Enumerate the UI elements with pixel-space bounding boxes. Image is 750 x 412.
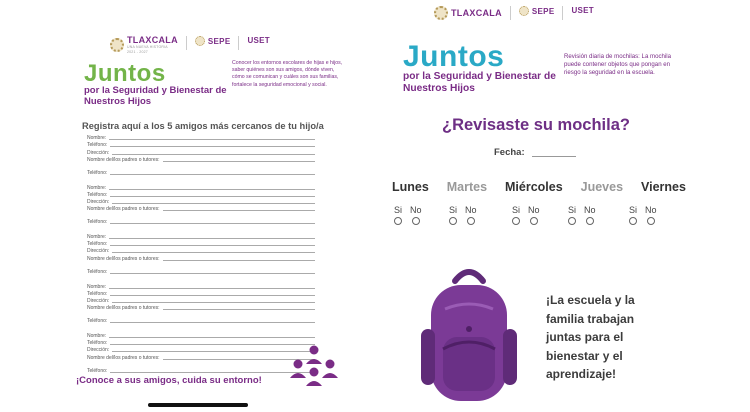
option-label: No [584, 205, 596, 215]
uset-logo [571, 6, 594, 15]
no-option [410, 205, 422, 225]
form-field-label: Nombre del/los padres o tutores: [87, 255, 160, 262]
yes-option [394, 205, 402, 225]
closing-slogan: ¡La escuela y la familia trabajan juntas para el bienestar y el aprendizaje! [546, 293, 635, 381]
form-field-line [110, 372, 315, 373]
option-label: No [645, 205, 657, 215]
form-field-direccion[interactable] [87, 148, 315, 155]
radio-circle[interactable] [512, 217, 520, 225]
backpack-icon [421, 267, 517, 407]
tlaxcala-seal-icon [434, 6, 448, 20]
yes-option [449, 205, 457, 225]
no-option [465, 205, 477, 225]
uset-logo-name: USET [247, 36, 270, 45]
radio-circle[interactable] [629, 217, 637, 225]
tlaxcala-logo [434, 6, 502, 20]
form-field-line [112, 252, 315, 253]
radio-circle[interactable] [586, 217, 594, 225]
form-field-label: Nombre: [87, 135, 107, 142]
tlaxcala-logo-tagline: UNA NUEVA HISTORIA [127, 45, 168, 49]
page-footer-slogan: ¡Conoce a sus amigos, cuida su entorno! [76, 375, 262, 386]
form-field-label: Nombre del/los padres o tutores: [87, 206, 160, 213]
form-field-label: Nombre del/los padres o tutores: [87, 305, 160, 312]
weekday-label: Lunes [392, 180, 429, 194]
page-description: Revisión diaria de mochilas: La mochila puede contener objetos que pongan en riesgo la seguridad en la escuela. [564, 53, 672, 76]
form-field-line [110, 295, 315, 296]
uset-logo-name: USET [571, 6, 594, 15]
form-field-label: Dirección: [87, 199, 110, 205]
form-field-label: Teléfono: [87, 169, 108, 176]
form-field-label: Teléfono: [87, 268, 108, 275]
no-option [528, 205, 540, 225]
form-field-padres[interactable] [87, 304, 315, 311]
radio-circle[interactable] [394, 217, 402, 225]
form-field-label: Nombre del/los padres o tutores: [87, 156, 160, 163]
form-field-padres[interactable] [87, 156, 315, 163]
form-field-label: Dirección: [87, 149, 110, 156]
form-field-line [109, 238, 315, 239]
yes-no-group [394, 205, 422, 225]
yes-no-group [629, 205, 657, 225]
yes-option [629, 205, 637, 225]
form-field-line [110, 146, 315, 147]
form-field-label: Nombre: [87, 332, 107, 339]
form-field-label: Teléfono: [87, 290, 108, 297]
tlaxcala-logo-name: TLAXCALA [451, 8, 502, 18]
form-field-direccion[interactable] [87, 198, 315, 205]
form-field-label: Nombre: [87, 234, 107, 241]
form-field-direccion[interactable] [87, 346, 315, 353]
form-field-label: Teléfono: [87, 367, 108, 374]
form-field-line [110, 245, 315, 246]
form-field-line [109, 189, 315, 190]
header-logos [434, 6, 594, 20]
form-field-nombre[interactable] [87, 183, 315, 190]
form-field-line [112, 351, 315, 352]
form-field-label: Teléfono: [87, 241, 108, 248]
option-label: Si [629, 205, 638, 215]
form-field-line [110, 174, 315, 175]
form-field-line [163, 260, 315, 261]
form-field-telefono[interactable] [87, 339, 315, 346]
form-field-line [112, 154, 315, 155]
sepe-logo-name: SEPE [207, 36, 231, 46]
form-field-telefono[interactable] [87, 290, 315, 297]
form-field-line [112, 302, 315, 303]
weekday-label: Martes [446, 180, 488, 194]
tlaxcala-seal-icon [110, 38, 124, 52]
backpack-check-sheet [386, 6, 686, 412]
form-field-telefono2[interactable] [87, 268, 315, 275]
form-field-padres[interactable] [87, 205, 315, 212]
option-label: No [410, 205, 422, 215]
radio-circle[interactable] [467, 217, 475, 225]
radio-circle[interactable] [647, 217, 655, 225]
date-field[interactable] [532, 156, 576, 157]
form-field-label: Teléfono: [87, 191, 108, 198]
header-logos [110, 36, 270, 54]
form-field-line [163, 161, 315, 162]
option-label: Si [394, 205, 403, 215]
page-title: Juntos [403, 40, 505, 73]
form-field-line [163, 309, 315, 310]
yes-option [512, 205, 520, 225]
home-indicator-bar[interactable] [148, 403, 248, 407]
option-label: No [528, 205, 540, 215]
registry-instruction: Registra aquí a los 5 amigos más cercanos de tu hijo/a [82, 121, 324, 131]
form-field-direccion[interactable] [87, 247, 315, 254]
form-field-line [109, 337, 315, 338]
friend-block [87, 183, 315, 225]
weekday-header [392, 180, 686, 194]
form-field-line [110, 322, 315, 323]
uset-logo [247, 36, 270, 45]
weekday-label: Viernes [641, 180, 686, 194]
form-field-label: Nombre: [87, 184, 107, 191]
page-title: Juntos [84, 60, 166, 87]
tlaxcala-logo-years: 2021 - 2027 [127, 49, 148, 54]
date-label: Fecha: [494, 147, 525, 158]
friend-form-list [87, 134, 315, 381]
weekday-label: Miércoles [505, 180, 563, 194]
yes-option [568, 205, 576, 225]
sepe-logo [195, 36, 231, 46]
no-option [584, 205, 596, 225]
form-field-line [110, 344, 315, 345]
form-field-line [163, 210, 315, 211]
no-option [645, 205, 657, 225]
yes-no-group [449, 205, 477, 225]
form-field-telefono[interactable] [87, 191, 315, 198]
form-field-nombre[interactable] [87, 282, 315, 289]
form-field-padres[interactable] [87, 353, 315, 360]
form-field-line [109, 288, 315, 289]
option-label: Si [449, 205, 458, 215]
sepe-logo [519, 6, 555, 16]
form-field-label: Nombre: [87, 283, 107, 290]
form-field-direccion[interactable] [87, 297, 315, 304]
friend-block [87, 134, 315, 176]
radio-circle[interactable] [568, 217, 576, 225]
option-label: Si [568, 205, 577, 215]
form-field-label: Teléfono: [87, 142, 108, 149]
page-description: Conocer los entornos escolares de hijas e hijos, saber quiénes son sus amigos, dónde viven, cómo se comunican y cuáles son sus familias, fortalece la seguridad emocional y social. [232, 60, 343, 88]
form-field-line [110, 223, 315, 224]
form-field-telefono2[interactable] [87, 317, 315, 324]
form-field-telefono[interactable] [87, 240, 315, 247]
form-field-padres[interactable] [87, 254, 315, 261]
form-field-telefono[interactable] [87, 141, 315, 148]
radio-circle[interactable] [412, 217, 420, 225]
form-field-line [109, 139, 315, 140]
friend-block [87, 282, 315, 324]
form-field-nombre[interactable] [87, 134, 315, 141]
form-field-label: Nombre del/los padres o tutores: [87, 354, 160, 361]
backpack-question: ¿Revisaste su mochila? [442, 116, 630, 134]
tlaxcala-logo [110, 36, 178, 54]
form-field-nombre[interactable] [87, 233, 315, 240]
friend-block [87, 332, 315, 374]
radio-circle[interactable] [530, 217, 538, 225]
sepe-seal-icon [519, 6, 529, 16]
page-subtitle: por la Seguridad y Bienestar de Nuestros Hijos [84, 85, 227, 107]
form-field-label: Dirección: [87, 347, 110, 354]
people-group-icon [288, 344, 340, 386]
yes-no-group [568, 205, 596, 225]
form-field-label: Teléfono: [87, 318, 108, 325]
form-field-telefono2[interactable] [87, 169, 315, 176]
form-field-label: Teléfono: [87, 340, 108, 347]
radio-circle[interactable] [449, 217, 457, 225]
friends-registry-sheet [60, 22, 348, 407]
option-label: Si [512, 205, 521, 215]
option-label: No [465, 205, 477, 215]
form-field-label: Teléfono: [87, 219, 108, 226]
sepe-seal-icon [195, 36, 205, 46]
form-field-line [112, 203, 315, 204]
tlaxcala-logo-name: TLAXCALA [127, 35, 178, 45]
page-subtitle: por la Seguridad y Bienestar de Nuestros Hijos [403, 71, 556, 94]
form-field-telefono2[interactable] [87, 367, 315, 374]
form-field-telefono2[interactable] [87, 218, 315, 225]
friend-block [87, 233, 315, 275]
form-field-line [110, 196, 315, 197]
form-field-line [110, 273, 315, 274]
form-field-label: Dirección: [87, 248, 110, 255]
yes-no-group [512, 205, 540, 225]
form-field-nombre[interactable] [87, 332, 315, 339]
sepe-logo-name: SEPE [531, 6, 555, 16]
weekday-label: Jueves [580, 180, 624, 194]
form-field-label: Dirección: [87, 297, 110, 304]
